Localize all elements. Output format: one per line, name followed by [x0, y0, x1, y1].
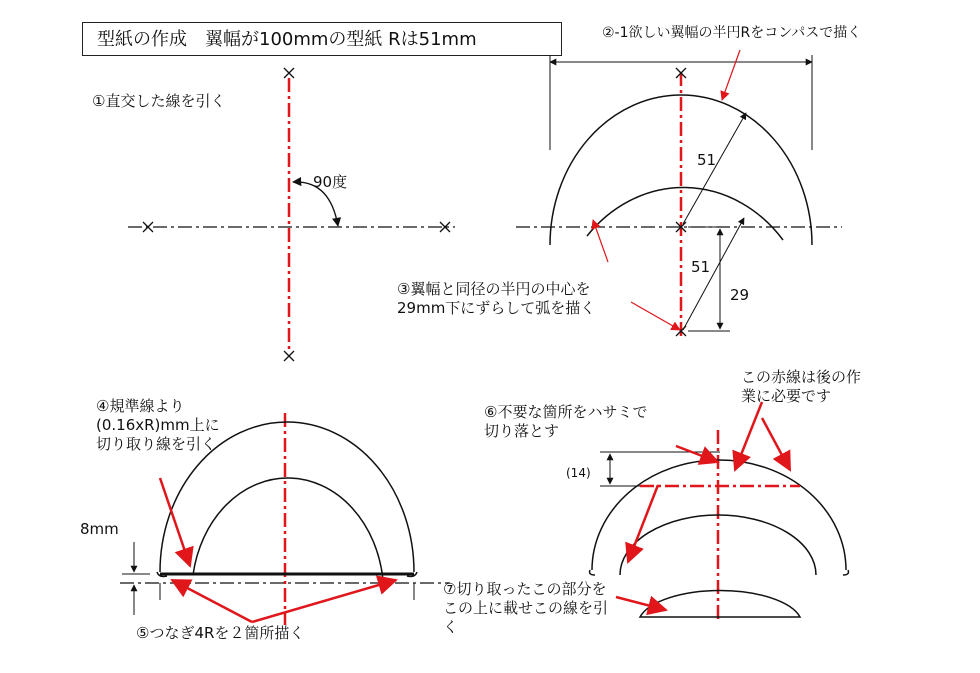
step-4-label: ④規準線より (0.16xR)mm上に 切り取り線を引く [96, 397, 220, 453]
step-5-label: ⑤つなぎ4Rを２箇所描く [136, 624, 305, 642]
offset-label: 29 [730, 286, 750, 304]
radius-upper-label: 51 [697, 151, 717, 169]
step-1-label: ①直交した線を引く [92, 92, 226, 110]
step-3-label: ③翼幅と同径の半円の中心を 29mm下にずらして弧を描く [397, 280, 596, 317]
note-label: この赤線は後の作 業に必要です [741, 368, 862, 405]
radius-lower-label: 51 [691, 258, 711, 276]
page-title: 型紙の作成 翼幅が100mmの型紙 Rは51mm [82, 22, 562, 56]
step-6-label: ⑥不要な箇所をハサミで 切り落とす [484, 403, 648, 440]
step-7-label: ⑦切り取ったこの部分を この上に載せこの線を引 く [443, 580, 609, 636]
cut-height-label: 8mm [80, 520, 119, 538]
angle-label: 90度 [313, 173, 348, 191]
step-2-label: ②-1欲しい翼幅の半円Rをコンパスで描く [602, 25, 862, 41]
inner-arc [587, 188, 783, 240]
height14-label: (14) [566, 466, 591, 480]
cut-piece [640, 590, 800, 617]
